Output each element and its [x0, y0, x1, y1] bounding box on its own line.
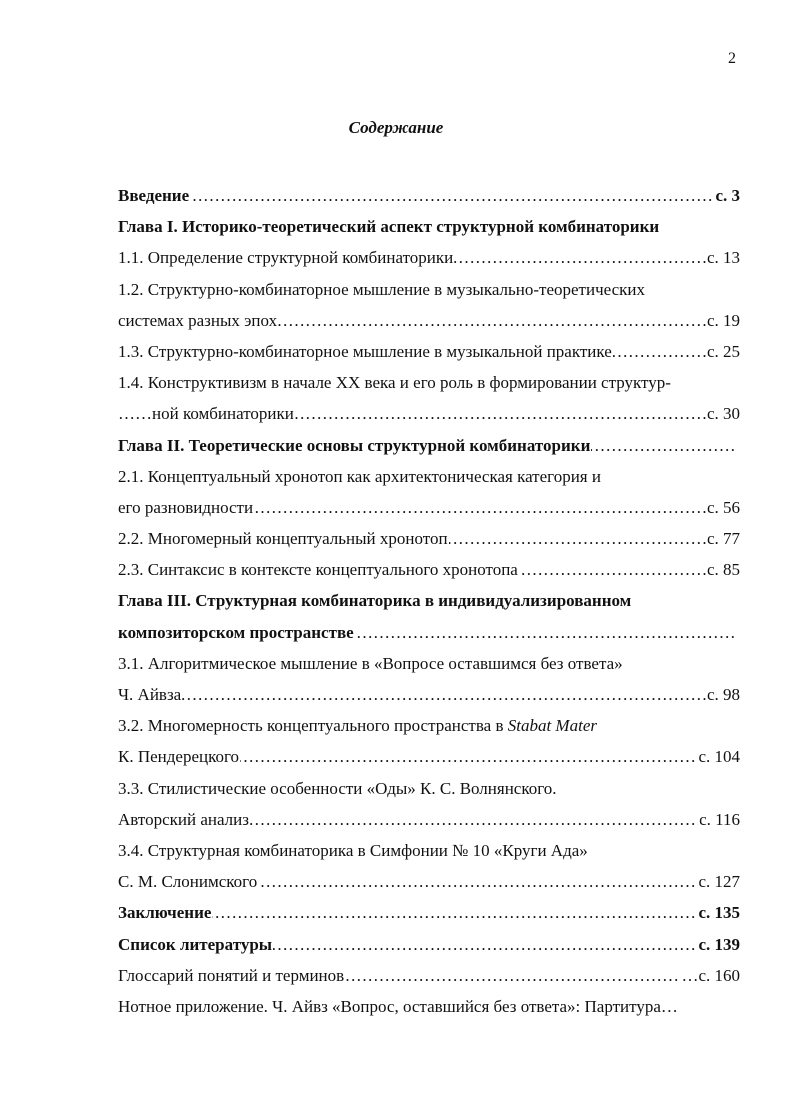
- toc-entry-page: с. 3: [714, 180, 740, 211]
- toc-entry-3-4: [118, 835, 740, 866]
- toc-chapter-3: [118, 585, 740, 616]
- toc-entry-text: 3.1. Алгоритмическое мышление в «Вопросе оставшимся без ответа»: [118, 653, 623, 673]
- toc-entry-text: 2.1. Концептуальный хронотоп как архитектоническая категория и: [118, 466, 601, 486]
- toc-chapter-1: [118, 211, 740, 242]
- toc-chapter-3-cont: [118, 617, 740, 648]
- toc-entry-page: с. 30: [706, 398, 740, 429]
- toc-entry-1-4: [118, 367, 740, 398]
- toc-entry-2-2: [118, 523, 740, 554]
- toc-entry-page: с. 98: [706, 679, 740, 710]
- toc-entry-1-3: [118, 336, 740, 367]
- page-number: 2: [728, 50, 736, 67]
- toc-entry-text: композиторском пространстве: [118, 622, 354, 642]
- toc-entry-text: Ч. Айвза: [118, 685, 182, 704]
- toc-entry-page: с. 56: [706, 492, 740, 523]
- toc-entry-references: [118, 929, 740, 960]
- toc-entry-page: …с. 160: [680, 960, 740, 991]
- toc-entry-text: К. Пендерецкого: [118, 747, 240, 767]
- toc-entry-text-prefix: 3.2. Многомерность концептуального пространства в: [118, 716, 508, 736]
- toc-entry-text: Заключение: [118, 903, 212, 923]
- toc-entry-text: Глоссарий понятий и терминов: [118, 965, 345, 985]
- toc-entry-3-4-cont: [118, 866, 740, 897]
- toc-entry-page: с. 77: [706, 523, 740, 554]
- toc-entry-3-1-cont: [118, 679, 740, 710]
- toc-entry-text-italic: Stabat Mater: [507, 716, 597, 736]
- toc-entry-page: с. 135: [697, 897, 740, 928]
- toc-entry-text: 2.2. Многомерный концептуальный хронотоп: [118, 529, 448, 549]
- toc-entry-page: с. 25: [706, 336, 740, 367]
- toc-entry-text: Нотное приложение. Ч. Айвз «Вопрос, оставшийся без ответа»: Партитура…: [118, 996, 678, 1016]
- toc-entry-2-1: [118, 461, 740, 492]
- toc-entry-text: ной комбинаторики: [152, 404, 294, 424]
- toc-entry-text: Список литературы: [118, 934, 273, 954]
- toc-entry-text: Глава I. Историко-теоретический аспект структурной комбинаторики: [118, 217, 660, 237]
- toc-entry-text: 2.3. Синтаксис в контексте концептуального хронотопа: [118, 560, 518, 580]
- toc-entry-2-3: [118, 554, 740, 585]
- toc-entry-text: Глава III. Структурная комбинаторика в индивидуализированном: [118, 591, 632, 611]
- toc-entry-text: Введение: [118, 186, 190, 205]
- toc-entry-text: [118, 716, 598, 735]
- toc-entry-text: его разновидности: [118, 497, 254, 517]
- toc-entry-page: с. 85: [706, 554, 740, 585]
- toc-entry-1-2-cont: [118, 305, 740, 336]
- toc-entry-1-4-cont: [118, 398, 740, 429]
- toc-entry-3-1: [118, 648, 740, 679]
- toc-entry-text: С. М. Слонимского: [118, 872, 258, 892]
- toc-entry-3-3: [118, 773, 740, 804]
- toc-entry-page: с. 116: [698, 804, 740, 835]
- toc-title: Содержание: [348, 118, 444, 137]
- toc-entry-text: 1.3. Структурно-комбинаторное мышление в музыкальной практике: [118, 341, 612, 361]
- toc-entry-appendix: [118, 991, 740, 1022]
- toc-entry-text: 1.2. Структурно-комбинаторное мышление в музыкально-теоретических: [118, 279, 645, 299]
- toc-entry-text: 1.1. Определение структурной комбинаторики: [118, 248, 454, 268]
- toc-chapter-2: [118, 430, 740, 461]
- table-of-contents: [118, 180, 740, 1022]
- toc-entry-page: с. 104: [697, 741, 740, 772]
- toc-entry-3-2: [118, 710, 740, 741]
- toc-entry-text: Авторский анализ: [118, 809, 249, 829]
- toc-entry-2-1-cont: [118, 492, 740, 523]
- toc-entry-text: 1.4. Конструктивизм в начале XX века и его роль в формировании структур-: [118, 373, 671, 393]
- toc-entry-3-2-cont: [118, 741, 740, 772]
- toc-entry-text: 3.4. Структурная комбинаторика в Симфонии № 10 «Круги Ада»: [118, 840, 588, 860]
- toc-entry-conclusion: [118, 897, 740, 928]
- toc-entry-3-3-cont: [118, 804, 740, 835]
- toc-entry-page: с. 127: [697, 866, 740, 897]
- toc-entry-page: с. 13: [706, 242, 740, 273]
- toc-entry-1-1: [118, 242, 740, 273]
- toc-entry-text: Глава II. Теоретические основы структурной комбинаторики: [118, 435, 591, 455]
- toc-entry-text: системах разных эпох: [118, 310, 278, 330]
- toc-entry-text: 3.3. Стилистические особенности «Оды» К. С. Волнянского.: [118, 778, 557, 798]
- toc-entry-page: с. 139: [697, 929, 740, 960]
- toc-entry-introduction: [118, 180, 740, 211]
- toc-entry-glossary: [118, 960, 740, 991]
- toc-entry-1-2: [118, 274, 740, 305]
- toc-entry-page: с. 19: [706, 305, 740, 336]
